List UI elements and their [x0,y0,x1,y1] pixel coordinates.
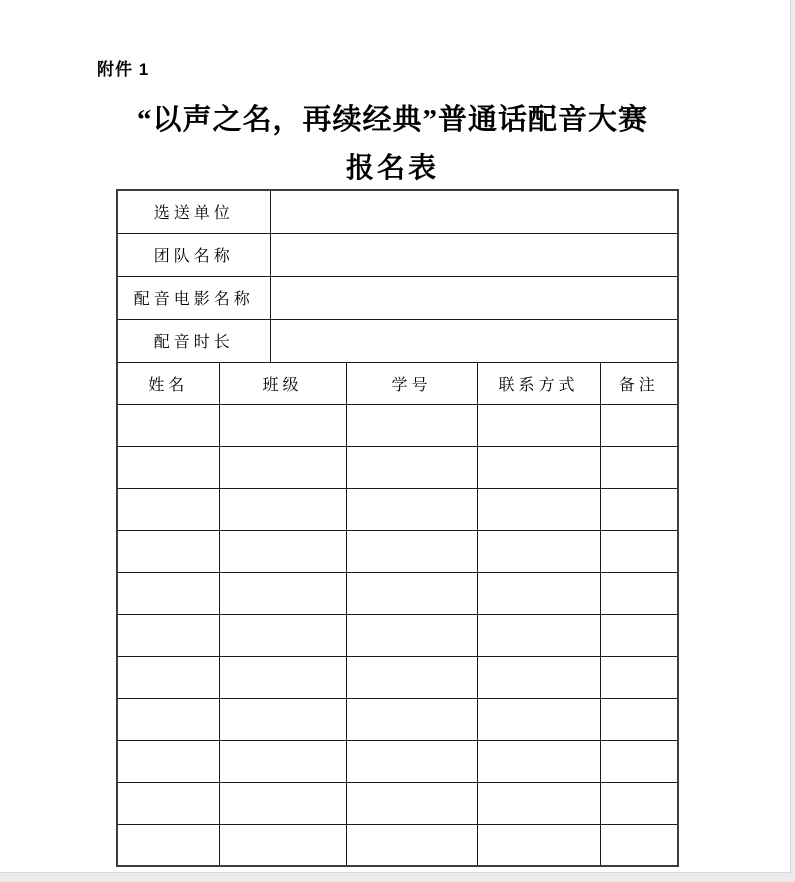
member-row [117,404,678,446]
info-row-value[interactable] [270,190,678,233]
member-cell[interactable] [219,530,346,572]
member-row [117,488,678,530]
member-row [117,782,678,824]
member-cell[interactable] [219,614,346,656]
registration-table [116,189,679,867]
member-cell[interactable] [477,488,600,530]
column-header-class: 班级 [219,362,346,404]
member-cell[interactable] [477,656,600,698]
member-cell[interactable] [117,404,219,446]
info-row-label: 配音时长 [117,319,270,362]
member-row [117,446,678,488]
member-row [117,740,678,782]
column-header-contact: 联系方式 [477,362,600,404]
info-row-label: 团队名称 [117,233,270,276]
column-header-name: 姓名 [117,362,219,404]
member-cell[interactable] [600,530,678,572]
member-cell[interactable] [477,572,600,614]
member-row [117,698,678,740]
member-row [117,530,678,572]
member-rows-body [117,404,678,866]
info-row [117,319,678,362]
member-cell[interactable] [600,572,678,614]
form-title-line2: 报名表 [345,153,439,184]
member-cell[interactable] [219,404,346,446]
member-row [117,614,678,656]
member-cell[interactable] [477,698,600,740]
info-row-label: 选送单位 [117,190,270,233]
info-row-value[interactable] [270,319,678,362]
member-cell[interactable] [477,404,600,446]
info-row-label: 配音电影名称 [117,276,270,319]
member-cell[interactable] [346,572,477,614]
member-cell[interactable] [346,740,477,782]
member-cell[interactable] [117,446,219,488]
member-cell[interactable] [346,530,477,572]
viewer-background-gutter [791,0,795,882]
member-row [117,656,678,698]
member-cell[interactable] [346,782,477,824]
member-cell[interactable] [477,446,600,488]
member-cell[interactable] [219,698,346,740]
member-cell[interactable] [600,740,678,782]
info-row-value[interactable] [270,233,678,276]
form-title-line1: “以声之名，再续经典”普通话配音大赛 [136,104,648,136]
member-cell[interactable] [600,446,678,488]
member-cell[interactable] [346,446,477,488]
member-cell[interactable] [117,782,219,824]
member-cell[interactable] [600,614,678,656]
member-cell[interactable] [219,446,346,488]
member-cell[interactable] [600,698,678,740]
member-cell[interactable] [477,782,600,824]
member-row [117,824,678,866]
info-rows-body [117,190,678,404]
info-row-value[interactable] [270,276,678,319]
member-cell[interactable] [600,656,678,698]
member-cell[interactable] [117,824,219,866]
member-cell[interactable] [346,404,477,446]
member-cell[interactable] [117,530,219,572]
member-cell[interactable] [600,824,678,866]
member-cell[interactable] [600,404,678,446]
member-cell[interactable] [219,656,346,698]
member-cell[interactable] [117,614,219,656]
member-cell[interactable] [117,488,219,530]
member-cell[interactable] [600,488,678,530]
member-cell[interactable] [117,656,219,698]
column-header-student-id: 学号 [346,362,477,404]
info-row [117,233,678,276]
member-cell[interactable] [346,656,477,698]
member-cell[interactable] [219,782,346,824]
member-cell[interactable] [219,824,346,866]
member-cell[interactable] [477,740,600,782]
member-cell[interactable] [346,488,477,530]
member-cell[interactable] [117,698,219,740]
attachment-label: 附件 1 [97,60,150,79]
member-cell[interactable] [117,572,219,614]
member-cell[interactable] [477,530,600,572]
member-cell[interactable] [346,698,477,740]
member-cell[interactable] [477,824,600,866]
member-cell[interactable] [346,824,477,866]
member-cell[interactable] [117,740,219,782]
member-row [117,572,678,614]
member-cell[interactable] [219,572,346,614]
column-header-remarks: 备注 [600,362,678,404]
member-cell[interactable] [346,614,477,656]
member-cell[interactable] [219,488,346,530]
member-cell[interactable] [477,614,600,656]
info-row [117,190,678,233]
member-table-header-row [117,362,678,404]
info-row [117,276,678,319]
member-cell[interactable] [219,740,346,782]
member-cell[interactable] [600,782,678,824]
